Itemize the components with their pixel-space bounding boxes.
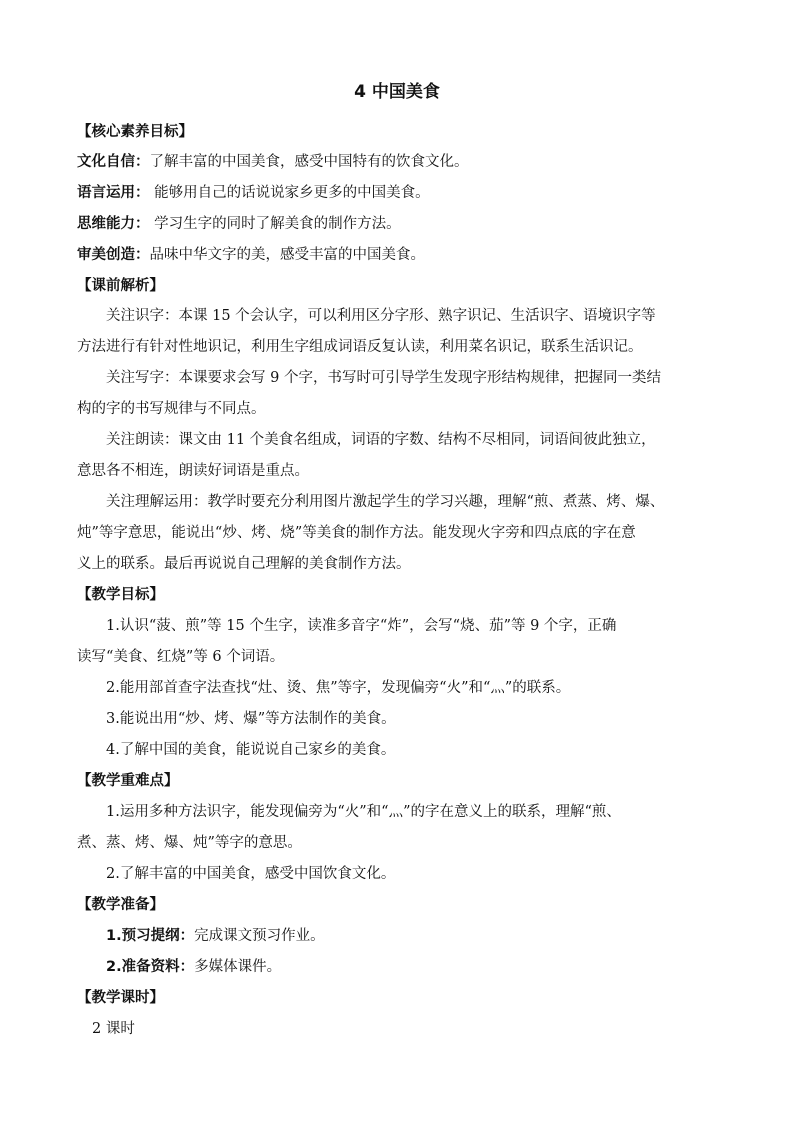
document-title: 4 中国美食	[354, 82, 440, 102]
section-heading-difficulties: 【教学重难点】	[77, 773, 179, 789]
section-heading-hours: 【教学课时】	[77, 990, 164, 1006]
core-item-text: 品味中华文字的美，感受丰富的中国美食。	[149, 247, 425, 263]
prep-item	[106, 924, 756, 945]
analysis-line: 关注理解运用：教学时要充分利用图片激起学生的学习兴趣，理解“煎、煮蒸、烤、爆、	[106, 494, 665, 510]
core-item-label: 审美创造：	[77, 247, 150, 263]
prep-item	[106, 955, 756, 976]
prep-item-text: 完成课文预习作业。	[194, 928, 325, 944]
goals-line: 3.能说出用“炒、烤、爆”等方法制作的美食。	[106, 711, 396, 727]
core-item-text: 能够用自己的话说说家乡更多的中国美食。	[149, 185, 430, 201]
analysis-line: 构的字的书写规律与不同点。	[77, 401, 266, 417]
analysis-line: 方法进行有针对性地识记，利用生字组成词语反复认读，利用菜名识记，联系生活识记。	[77, 339, 643, 355]
prep-item-label: 2.准备资料：	[106, 959, 195, 975]
analysis-line: 关注写字：本课要求会写 9 个字，书写时可引导学生发现字形结构规律，把握同一类结	[106, 370, 661, 386]
core-item	[77, 243, 727, 264]
analysis-line: 意思各不相连，朗读好词语是重点。	[77, 463, 309, 479]
goals-line: 2.能用部首查字法查找“灶、烫、焦”等字，发现偏旁“火”和“灬”的联系。	[106, 680, 571, 696]
difficulties-line: 2.了解丰富的中国美食，感受中国饮食文化。	[106, 866, 396, 882]
core-item	[77, 212, 727, 233]
section-heading-core: 【核心素养目标】	[77, 124, 193, 140]
goals-line: 1.认识“菠、煎”等 15 个生字，读准多音字“炸”，会写“烧、茄”等 9 个字，正确	[106, 618, 617, 634]
hours-text: 2 课时	[92, 1021, 135, 1037]
difficulties-line: 煮、蒸、烤、爆、炖”等字的意思。	[77, 835, 302, 851]
core-item-label: 语言运用：	[77, 185, 150, 201]
prep-item-text: 多媒体课件。	[194, 959, 282, 975]
core-item-text: 学习生字的同时了解美食的制作方法。	[149, 216, 401, 232]
core-item	[77, 150, 727, 171]
analysis-line: 关注朗读：课文由 11 个美食名组成，词语的字数、结构不尽相同，词语间彼此独立，	[106, 432, 656, 448]
goals-line: 读写“美食、红烧”等 6 个词语。	[77, 649, 285, 665]
core-item-label: 文化自信：	[77, 154, 150, 170]
section-heading-goals: 【教学目标】	[77, 587, 164, 603]
prep-item-label: 1.预习提纲：	[106, 928, 195, 944]
core-item	[77, 181, 727, 202]
goals-line: 4.了解中国的美食，能说说自己家乡的美食。	[106, 742, 396, 758]
core-item-text: 了解丰富的中国美食，感受中国特有的饮食文化。	[149, 154, 469, 170]
core-item-label: 思维能力：	[77, 216, 150, 232]
analysis-line: 炖”等字意思，能说出“炒、烤、烧”等美食的制作方法。能发现火字旁和四点底的字在意	[77, 525, 636, 541]
analysis-line: 关注识字：本课 15 个会认字，可以利用区分字形、熟字识记、生活识字、语境识字等	[106, 308, 656, 324]
analysis-line: 义上的联系。最后再说说自己理解的美食制作方法。	[77, 556, 411, 572]
difficulties-line: 1.运用多种方法识字，能发现偏旁为“火”和“灬”的字在意义上的联系，理解“煎、	[106, 804, 621, 820]
section-heading-prep: 【教学准备】	[77, 897, 164, 913]
section-heading-analysis: 【课前解析】	[77, 278, 164, 294]
